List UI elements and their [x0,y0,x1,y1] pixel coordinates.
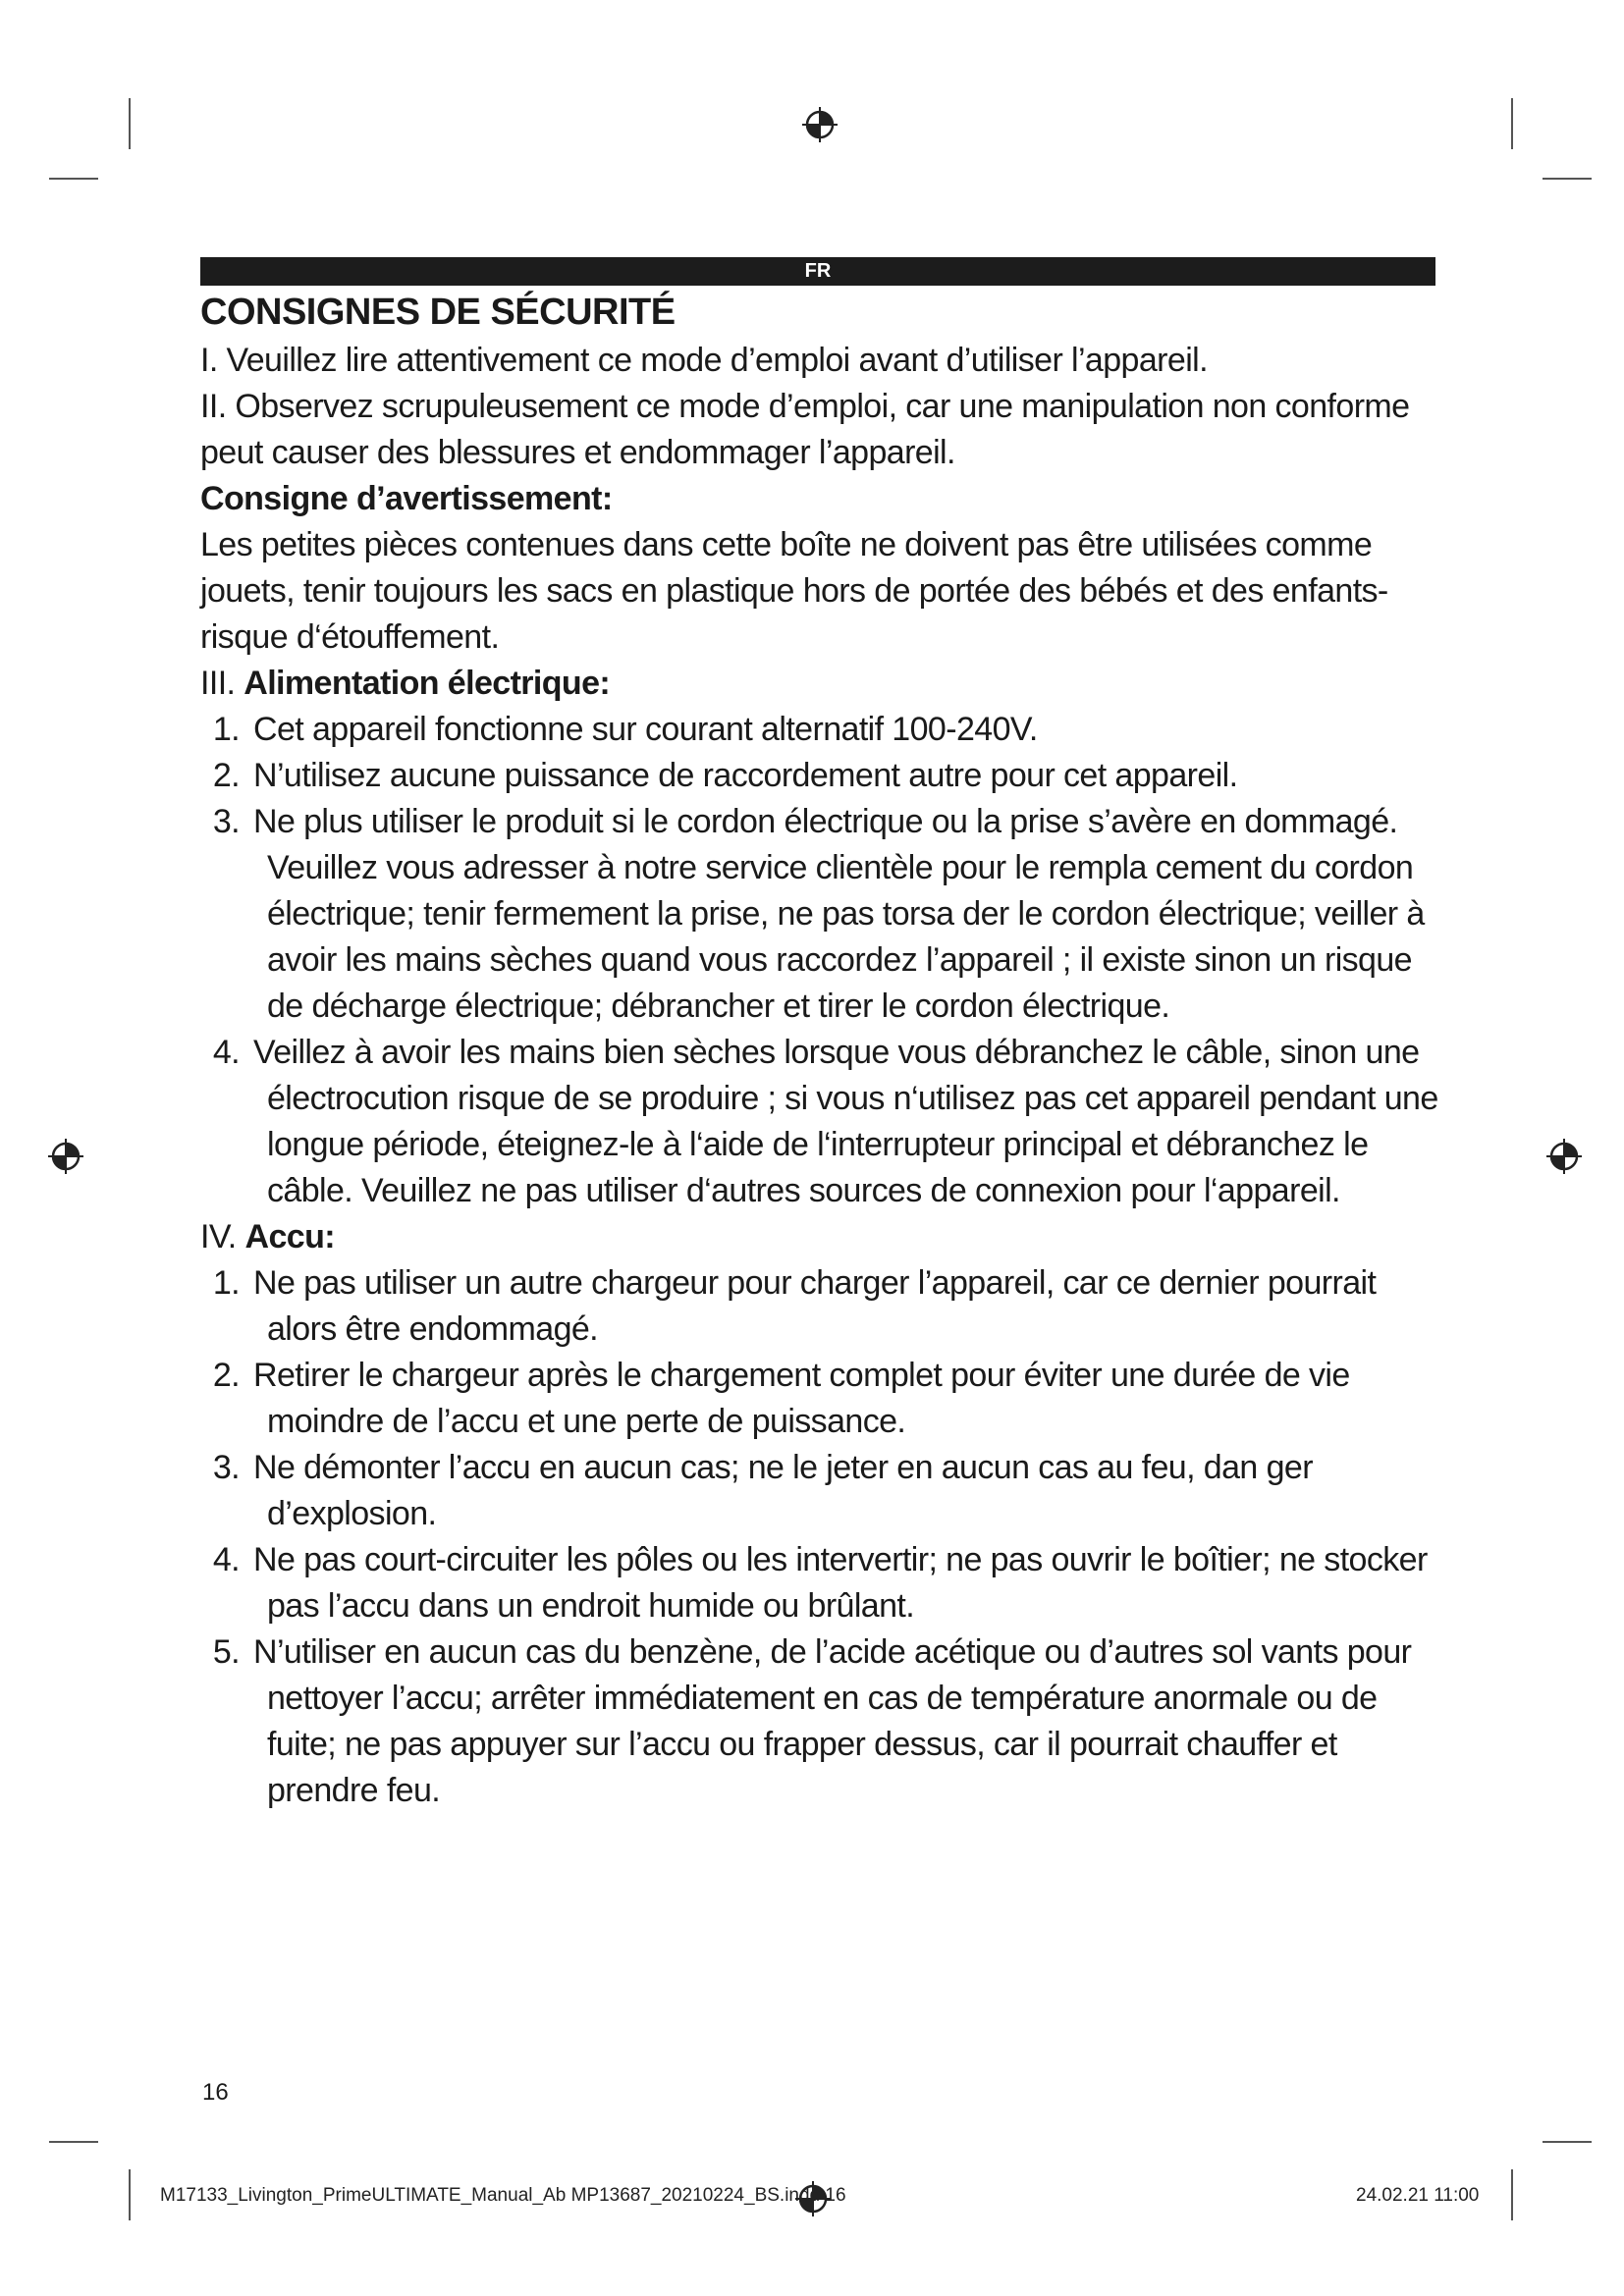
list-number: 3. [212,803,240,840]
section-title: Alimentation électrique: [244,665,611,702]
power-list [200,707,1442,1214]
list-item [200,1353,1442,1445]
section-prefix: IV. [200,1218,237,1255]
list-text: Cet appareil fonctionne sur courant alternatif 100-240V. [253,711,1038,748]
list-item [200,1260,1442,1353]
page-title: CONSIGNES DE SÉCURITÉ [200,292,676,333]
list-text: Retirer le chargeur après le chargement complet pour éviter une durée de vie moindre de l’accu et une perte de puissance. [253,1357,1350,1440]
list-number: 1. [212,711,240,748]
list-text: Ne pas utiliser un autre chargeur pour charger l’appareil, car ce dernier pourrait alors être endommagé. [253,1264,1377,1348]
intro-paragraph-2: II. Observez scrupuleusement ce mode d’emploi, car une manipulation non conforme peut causer des blessures et endommager l’appareil. [200,388,1410,471]
crop-mark-bottom-left-vertical [129,2169,131,2220]
warning-text: Les petites pièces contenues dans cette boîte ne doivent pas être utilisées comme jouets, tenir toujours les sacs en plastique hors de portée des bébés et des enfants- risque d‘étouffement. [200,526,1388,656]
page-number: 16 [202,2079,229,2106]
list-item [200,1537,1442,1629]
intro-paragraph-1: I. Veuillez lire attentivement ce mode d’emploi avant d’utiliser l’appareil. [200,342,1208,379]
crop-mark-top-left-vertical [129,98,131,149]
list-item [200,707,1442,753]
list-text: Veillez à avoir les mains bien sèches lorsque vous débranchez le câble, sinon une électrocution risque de se produire ; si vous n‘utilisez pas cet appareil pendant une longue période, éteignez-le à l‘aide de l‘interrupteur principal et débranchez le câble. Veuillez ne pas utiliser d‘autres sources de connexion pour l‘appareil. [253,1034,1438,1209]
crop-mark-top-right-horizontal [1543,178,1592,180]
list-number: 4. [212,1034,240,1071]
list-number: 3. [212,1449,240,1486]
list-text: N’utilisez aucune puissance de raccordement autre pour cet appareil. [253,757,1238,794]
crop-mark-top-right-vertical [1511,98,1513,149]
list-number: 2. [212,757,240,794]
registration-mark-icon [1544,1137,1584,1176]
list-number: 2. [212,1357,240,1394]
list-item [200,799,1442,1030]
list-text: Ne démonter l’accu en aucun cas; ne le jeter en aucun cas au feu, dan ger d’explosion. [253,1449,1313,1532]
footer-filename: M17133_Livington_PrimeULTIMATE_Manual_Ab MP13687_20210224_BS.indd 16 [160,2185,846,2206]
list-text: N’utiliser en aucun cas du benzène, de l’acide acétique ou d’autres sol vants pour nettoyer l’accu; arrêter immédiatement en cas de température anormale ou de fuite; ne pas appuyer sur l’accu ou frapper dessus, car il pourrait chauffer et prendre feu. [253,1633,1412,1809]
language-tab: FR [200,257,1435,286]
list-item [200,1445,1442,1537]
section-heading-power [200,661,1442,707]
list-text: Ne pas court-circuiter les pôles ou les intervertir; ne pas ouvrir le boîtier; ne stocker pas l’accu dans un endroit humide ou brûlant. [253,1541,1428,1625]
crop-mark-top-left-horizontal [49,178,98,180]
list-number: 1. [212,1264,240,1302]
section-prefix: III. [200,665,236,702]
crop-mark-bottom-right-horizontal [1543,2141,1592,2143]
warning-heading: Consigne d’avertissement: [200,480,613,517]
crop-mark-bottom-left-horizontal [49,2141,98,2143]
battery-list [200,1260,1442,1814]
list-number: 4. [212,1541,240,1578]
registration-mark-icon [800,105,839,144]
section-heading-battery [200,1214,1442,1260]
list-number: 5. [212,1633,240,1671]
document-body [200,287,1442,1814]
registration-mark-icon [46,1137,85,1176]
list-item [200,753,1442,799]
list-text: Ne plus utiliser le produit si le cordon électrique ou la prise s’avère en dommagé. Veuillez vous adresser à notre service clientèle pour le rempla cement du cordon électrique; tenir fermement la prise, ne pas torsa der le cordon électrique; veiller à avoir les mains sèches quand vous raccordez l’appareil ; il existe sinon un risque de décharge électrique; débrancher et tirer le cordon électrique. [253,803,1425,1025]
list-item [200,1629,1442,1814]
section-title: Accu: [244,1218,335,1255]
footer-timestamp: 24.02.21 11:00 [1356,2185,1480,2206]
list-item [200,1030,1442,1214]
crop-mark-bottom-right-vertical [1511,2169,1513,2220]
